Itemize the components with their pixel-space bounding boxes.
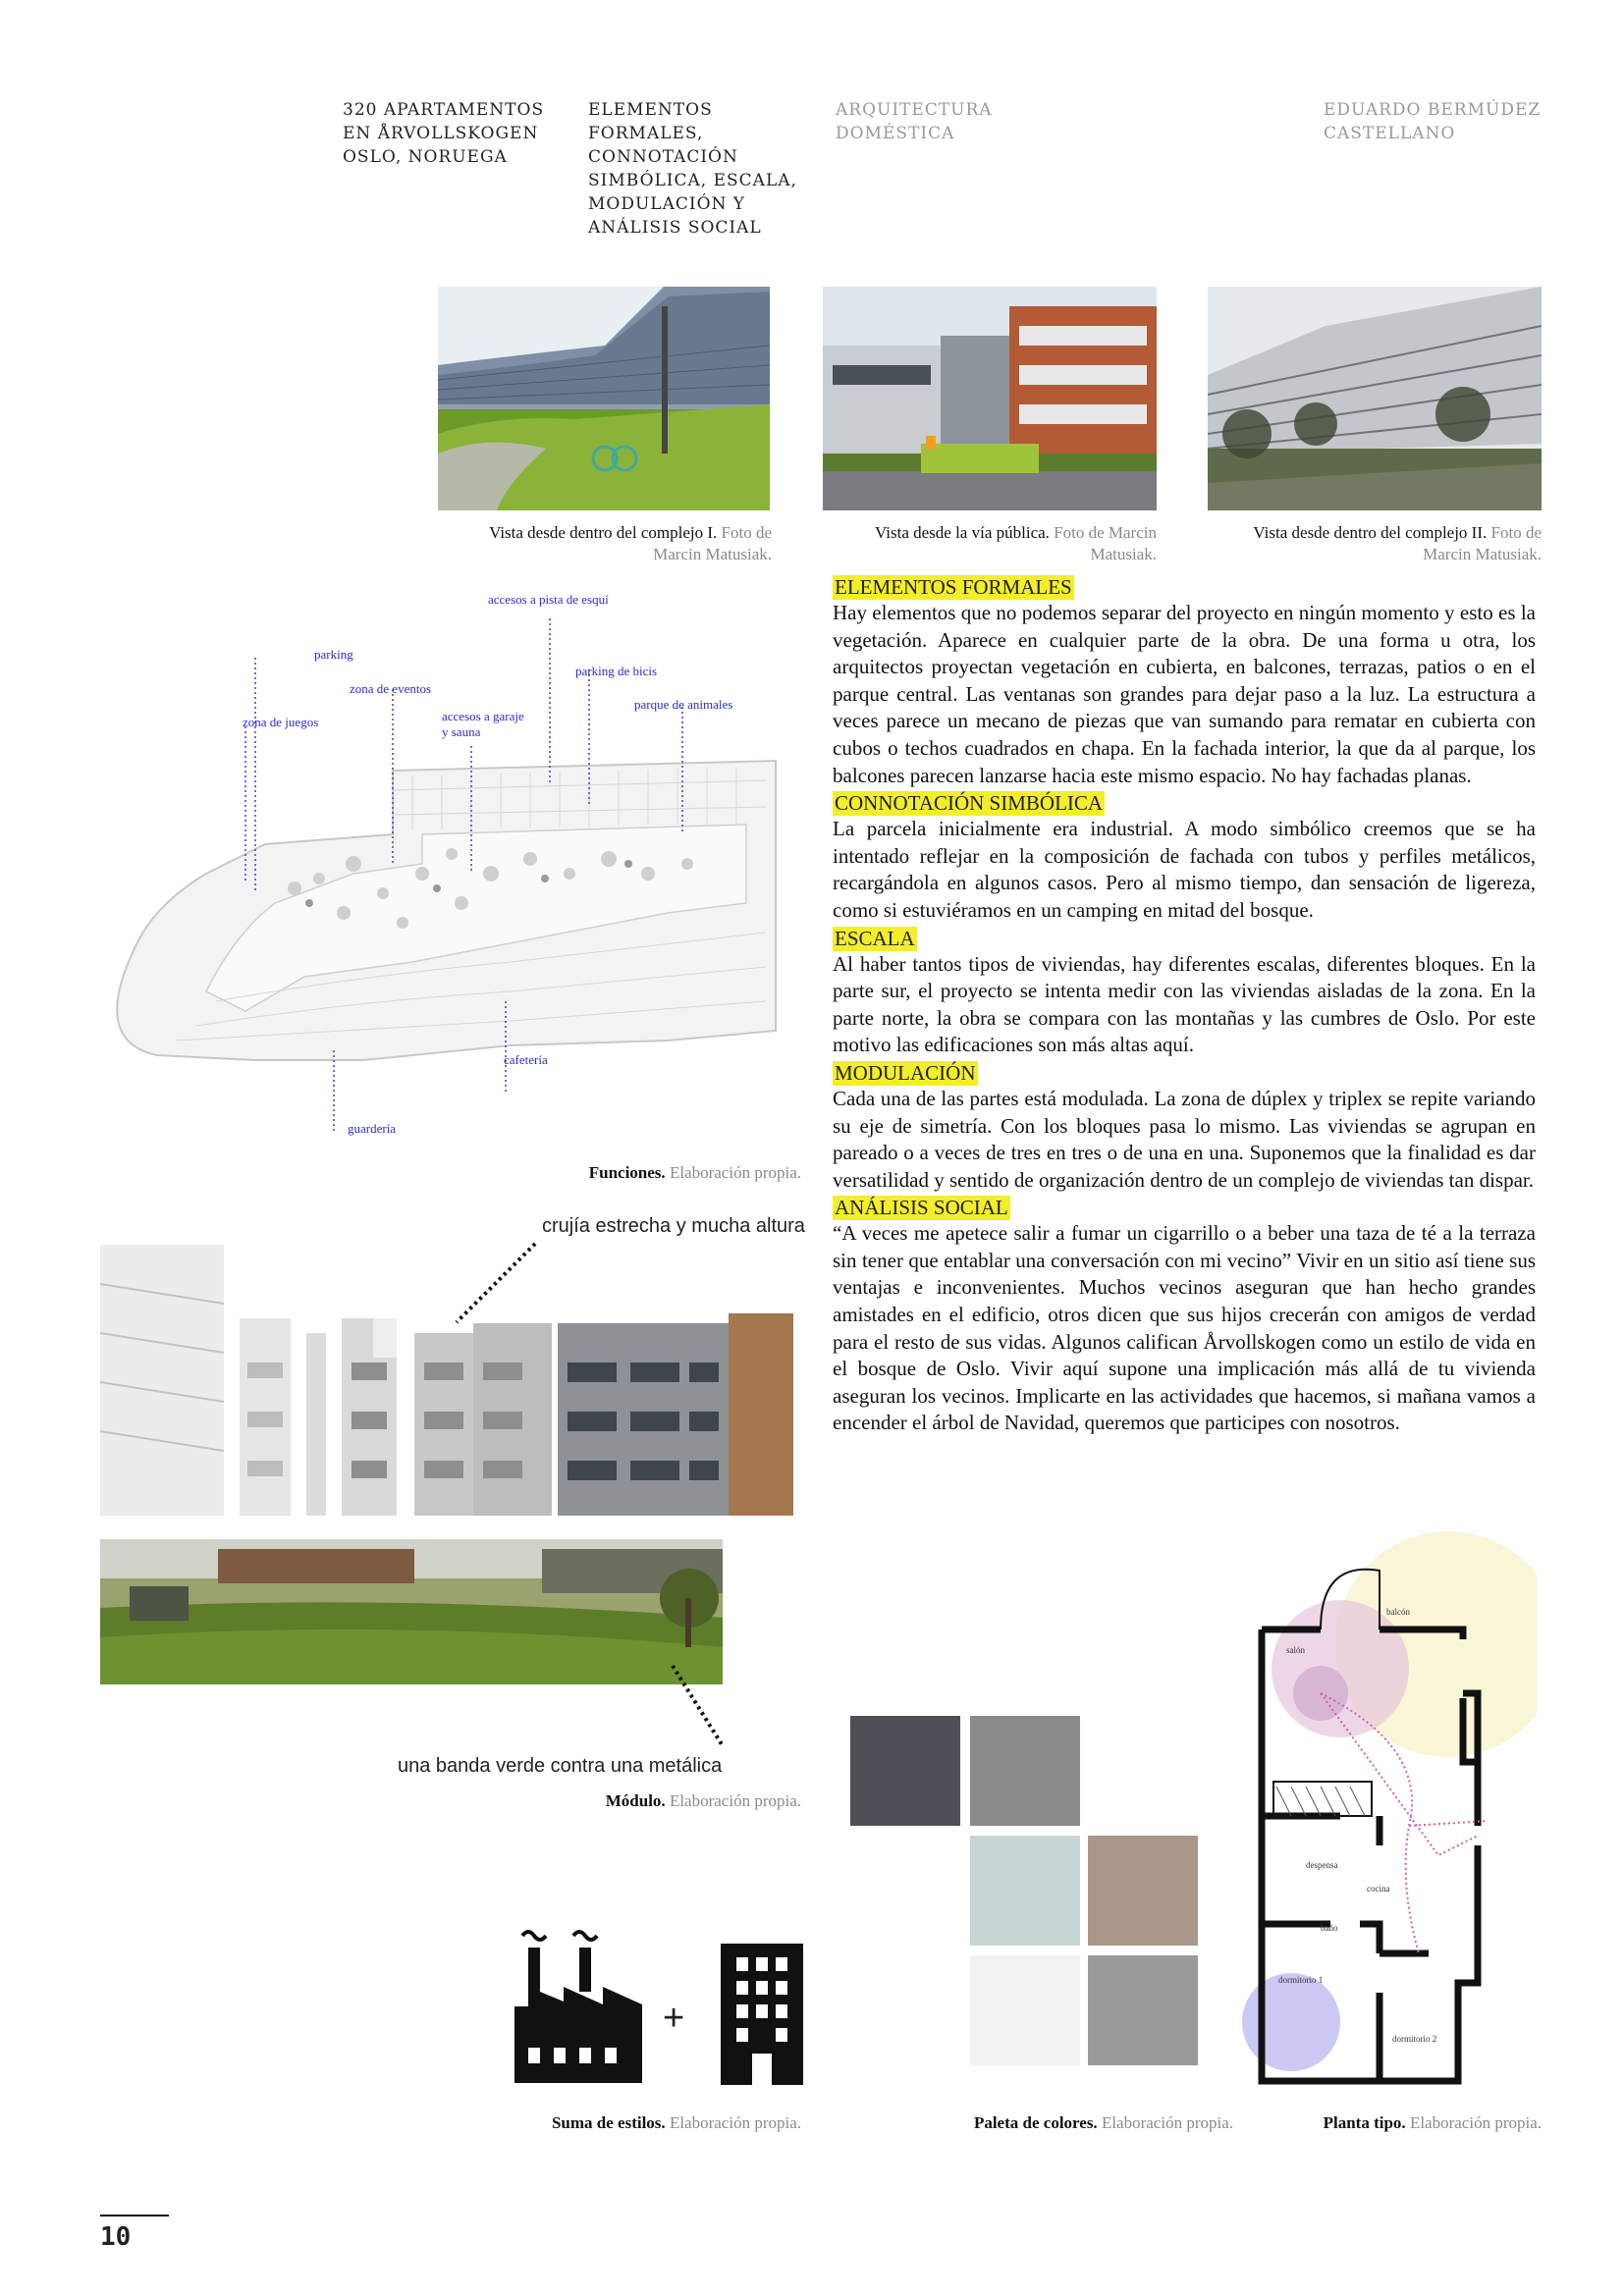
caption-suma-bold: Suma de estilos. (551, 2113, 666, 2132)
plan-label-bikes: parking de bicis (575, 664, 658, 678)
plan-label-garage (442, 709, 524, 740)
caption-photo-1-title: Vista desde dentro del complejo I. (489, 523, 718, 542)
article-body (833, 575, 1536, 1437)
caption-photo-2 (823, 522, 1157, 565)
caption-photo-3-title: Vista desde dentro del complejo II. (1253, 523, 1488, 542)
facade-module-diagram (100, 1245, 793, 1516)
caption-photo-1 (412, 522, 772, 565)
header-author-line: CASTELLANO (1324, 124, 1456, 143)
header-topic-line: SIMBÓLICA, ESCALA, (588, 171, 797, 190)
plan-label-garage-line: y sauna (442, 724, 481, 739)
section-text: La parcela inicialmente era industrial. A modo simbólico creemos que se ha intentado reflejar en la composición de fachada con tubos y perfiles metálicos, recargándola en algunos casos. Pero al mismo tiempo, dan sensación de ligereza, como si estuviéramos en un camping en mitad del bosque. (833, 817, 1536, 922)
caption-planta-bold: Planta tipo. (1323, 2113, 1406, 2132)
photo-interior-1 (438, 287, 770, 510)
floor-label-salon: salón (1286, 1645, 1305, 1655)
factory-icon (514, 1928, 642, 2083)
caption-photo-2-credit: Foto de Marcin (1054, 523, 1157, 542)
page-number: 10 (100, 2222, 132, 2252)
section-heading: ANÁLISIS SOCIAL (835, 1196, 1008, 1220)
note-banda: una banda verde contra una metálica (398, 1755, 723, 1777)
section-social (833, 1196, 1536, 1437)
header-subject-line: ARQUITECTURA (836, 100, 993, 120)
caption-modulo-bold: Módulo. (605, 1791, 666, 1810)
floor-label-dormitorio-1: dormitorio 1 (1278, 1975, 1324, 1985)
caption-paleta (884, 2112, 1233, 2134)
caption-paleta-bold: Paleta de colores. (973, 2113, 1098, 2132)
section-modulacion (833, 1061, 1536, 1194)
header-topic (588, 98, 814, 240)
section-escala (833, 927, 1536, 1059)
header-topic-line: ANÁLISIS SOCIAL (588, 218, 762, 238)
caption-photo-3-credit-2: Marcin Matusiak. (1423, 545, 1542, 563)
plan-label-parking: parking (314, 647, 353, 662)
photo-green-band (100, 1539, 723, 1684)
caption-planta-grey: Elaboración propia. (1409, 2113, 1542, 2132)
note-crujia: crujía estrecha y mucha altura (542, 1215, 805, 1237)
header-project-line: 320 APARTAMENTOS (343, 100, 545, 120)
section-text: Cada una de las partes está modulada. La zona de dúplex y triplex se repite variando su eje de simetría. Con los bloques pasa lo mismo. Las viviendas se agrupan en pareado o a veces de tres en tres o de una en una. Suponemos que la finalidad es dar versatilidad y sentido de organización dentro de un complejo de viviendas tan dispar. (833, 1086, 1536, 1192)
palette-swatch (970, 1836, 1080, 1946)
photo-street-view (823, 287, 1157, 510)
caption-modulo (491, 1790, 801, 1812)
caption-modulo-grey: Elaboración propia. (669, 1791, 801, 1810)
floor-label-bano: baño (1321, 1923, 1338, 1933)
plus-sign: + (663, 1998, 685, 2039)
header-project-line: EN ÅRVOLLSKOGEN (343, 124, 539, 143)
caption-funciones-grey: Elaboración propia. (669, 1163, 801, 1182)
caption-suma (452, 2112, 801, 2134)
caption-suma-grey: Elaboración propia. (669, 2113, 801, 2132)
photo-interior-2 (1208, 287, 1542, 510)
section-text: Hay elementos que no podemos separar del proyecto en ningún momento y esto es la vegetación. Aparece en cualquier parte de la obra. De una forma u otra, los arquitectos proyectan vegetación en cubierta, en balcones, terrazas, patios o en el parque central. Las ventanas son grandes para dejar paso a la luz. La estructura a veces parece un mecano de piezas que van sumando para rematar en cubierta con cubos o techos cuadrados en chapa. En la fachada interior, la que da al parque, los balcones parecen lanzarse hacia este mismo espacio. No hay fachadas planas. (833, 601, 1536, 787)
page-number-rule (100, 2215, 169, 2216)
caption-photo-1-credit-2: Marcin Matusiak. (653, 545, 772, 563)
header-author-line: EDUARDO BERMÚDEZ (1324, 100, 1542, 120)
header-topic-line: CONNOTACIÓN (588, 147, 738, 167)
caption-photo-3-credit: Foto de (1490, 523, 1542, 542)
plan-label-nursery: guardería (348, 1121, 397, 1136)
plan-label-animals: parque de animales (634, 697, 733, 712)
floor-label-dormitorio-2: dormitorio 2 (1392, 2034, 1437, 2044)
section-text: “A veces me apetece salir a fumar un cigarrillo o a beber una taza de té a la terraza sin tener que entablar una conversación con mi vecino” Vivir en un sitio así tiene sus ventajas e inconvenientes. Muchos vecinos aseguran que han hecho grandes amistades en el edificio, otros dicen que sus hijos crecerán con amigos de verdad para el resto de sus vidas. Algunos califican Årvollskogen como un estilo de vida en el bosque de Oslo. Vivir aquí supone una implicación más allá de tu vivienda aseguran los vecinos. Implicarte en las actividades que hacemos, si mañana vamos a encender el árbol de Navidad, queremos que participes con nosotros. (833, 1221, 1536, 1435)
plan-label-events: zona de eventos (350, 681, 432, 696)
header-topic-line: ELEMENTOS (588, 100, 713, 120)
section-heading: CONNOTACIÓN SIMBÓLICA (835, 791, 1104, 816)
header-author (1324, 98, 1569, 145)
caption-paleta-grey: Elaboración propia. (1101, 2113, 1233, 2132)
caption-planta (1247, 2112, 1542, 2134)
palette-swatch (1088, 1836, 1198, 1946)
caption-photo-2-title: Vista desde la vía pública. (875, 523, 1050, 542)
floor-label-cocina: cocina (1367, 1884, 1390, 1894)
header-topic-line: MODULACIÓN Y (588, 194, 746, 214)
palette-swatch (1088, 1955, 1198, 2065)
floor-label-despensa: despensa (1306, 1860, 1338, 1870)
header-topic-line: FORMALES, (588, 124, 704, 143)
note-banda-pointer (668, 1661, 727, 1749)
section-heading: MODULACIÓN (835, 1060, 976, 1085)
section-simbolica (833, 791, 1536, 924)
header-subject (836, 98, 1032, 145)
palette-swatch (970, 1716, 1080, 1826)
caption-photo-3 (1174, 522, 1542, 565)
header-project (343, 98, 549, 169)
caption-funciones-bold: Funciones. (588, 1163, 666, 1182)
caption-photo-1-credit: Foto de (721, 523, 772, 542)
palette-swatch (850, 1716, 960, 1826)
plan-label-ski: accesos a pista de esquí (488, 592, 609, 607)
section-text: Al haber tantos tipos de viviendas, hay diferentes escalas, diferentes bloques. En la parte sur, el proyecto se intenta medir con las viviendas aisladas de la zona. En la parte norte, la obra se compara con las montañas y las cumbres de Oslo. Por este motivo las edificaciones son más altas aquí. (833, 951, 1536, 1057)
palette-swatch (970, 1955, 1080, 2065)
site-plan-diagram (98, 579, 805, 1148)
plan-label-cafeteria: cafetería (504, 1052, 548, 1067)
caption-photo-2-credit-2: Matusiak. (1090, 545, 1157, 563)
section-heading: ESCALA (835, 926, 915, 950)
section-formales (833, 575, 1536, 789)
building-icon (721, 1944, 803, 2085)
header-subject-line: DOMÉSTICA (836, 124, 955, 143)
floor-label-balcon: balcón (1386, 1607, 1410, 1617)
plan-label-garage-line: accesos a garaje (442, 709, 524, 723)
caption-funciones (412, 1162, 801, 1184)
header-project-line: OSLO, NORUEGA (343, 147, 508, 167)
section-heading: ELEMENTOS FORMALES (835, 575, 1072, 599)
plan-label-games: zona de juegos (243, 715, 319, 729)
floor-plan-diagram (1232, 1531, 1537, 2101)
